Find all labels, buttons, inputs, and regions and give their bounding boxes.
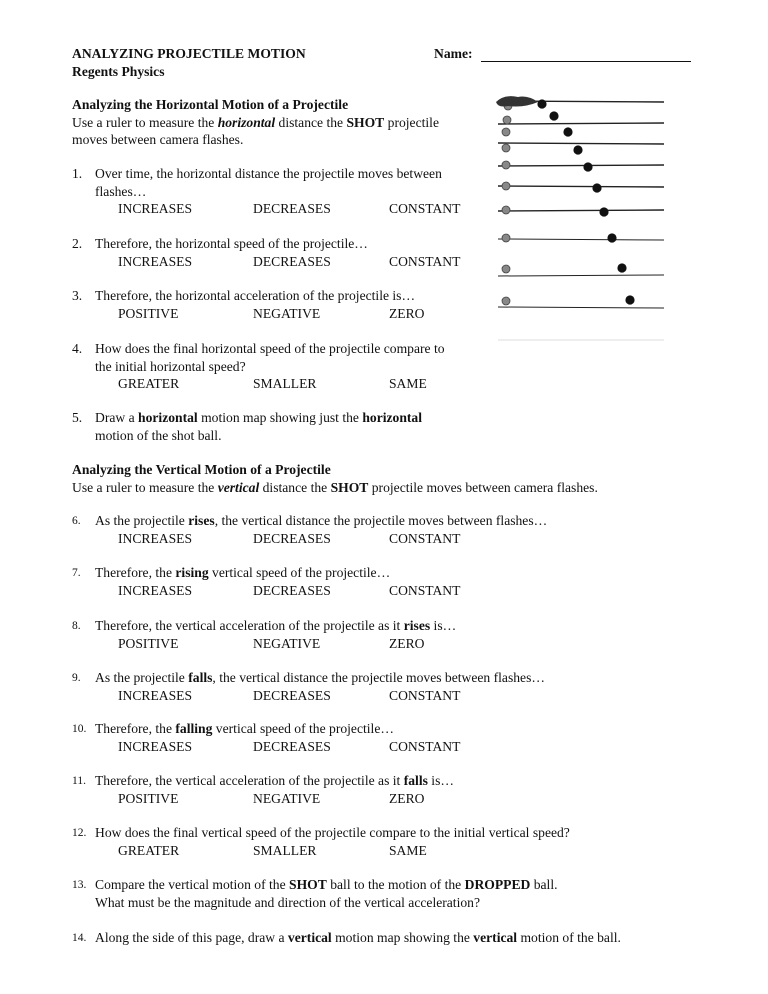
answer-choice-decreases[interactable]: DECREASES [253,582,331,598]
text-run: vertical [473,930,518,945]
text-run: Therefore, the horizontal acceleration of the projectile is… [95,288,416,303]
question-text [95,825,570,841]
question-text [95,513,547,529]
text-run: As the projectile [95,513,189,528]
dropped-ball [503,116,511,124]
answer-choice-decreases[interactable]: DECREASES [253,253,331,269]
answer-choice-negative[interactable]: NEGATIVE [253,305,321,321]
shot-ball [563,127,572,136]
name-blank-line[interactable] [481,61,691,62]
shot-ball [537,99,546,108]
text-run: Therefore, the [95,565,176,580]
answer-choice-constant[interactable]: CONSTANT [389,530,461,546]
question-text [95,565,390,581]
question-text [95,618,456,634]
question-text [95,670,545,686]
photo-line [498,275,664,276]
text-run: vertical speed of the projectile… [212,721,394,736]
answer-choice-greater[interactable]: GREATER [118,842,180,858]
answer-choice-increases[interactable]: INCREASES [118,582,193,598]
question-number: 9. [72,671,81,684]
answer-choice-zero[interactable]: ZERO [389,305,425,321]
text-run: Compare the vertical motion of the [95,877,290,892]
answer-choice-decreases[interactable]: DECREASES [253,738,331,754]
worksheet-title: ANALYZING PROJECTILE MOTION [72,46,306,61]
question-text [95,895,480,911]
answer-choice-decreases[interactable]: DECREASES [253,687,331,703]
course-name: Regents Physics [72,64,165,79]
vertical-section-heading: Analyzing the Vertical Motion of a Projectile [72,462,331,477]
question-text [95,359,246,375]
shot-ball [549,111,558,120]
question-text [95,428,222,444]
text-run: distance the [259,480,331,495]
horizontal-intro [72,115,439,131]
shot-ball [592,183,601,192]
text-run: rises [188,513,215,528]
answer-choice-increases[interactable]: INCREASES [118,253,193,269]
photo-line [498,307,664,308]
question-text [95,184,146,200]
text-run: horizontal [138,410,198,425]
dropped-ball [502,161,510,169]
question-number: 5. [72,410,83,425]
text-run: SHOT [330,480,369,495]
answer-choice-negative[interactable]: NEGATIVE [253,790,321,806]
question-number: 13. [72,878,87,891]
text-run: horizontal [217,115,276,130]
answer-choice-zero[interactable]: ZERO [389,790,425,806]
question-text [95,288,415,304]
question-number: 7. [72,566,81,579]
text-run: falling [175,721,213,736]
text-run: , the vertical distance the projectile moves between flashes… [214,513,548,528]
question-text [95,877,558,893]
text-run: projectile [384,115,439,130]
launcher-smudge [496,96,538,106]
horizontal-section-heading: Analyzing the Horizontal Motion of a Projectile [72,97,349,112]
answer-choice-smaller[interactable]: SMALLER [253,842,317,858]
answer-choice-positive[interactable]: POSITIVE [118,790,179,806]
strobe-photo-shot-ball [494,92,670,342]
text-run: As the projectile [95,670,189,685]
question-number: 12. [72,826,87,839]
text-run: How does the final horizontal speed of the projectile compare to [95,341,445,356]
shot-ball-images [537,99,634,304]
answer-choice-constant[interactable]: CONSTANT [389,687,461,703]
question-text [95,410,422,426]
text-run: Over time, the horizontal distance the projectile moves between [95,166,442,181]
text-run: DROPPED [464,877,531,892]
answer-choice-constant[interactable]: CONSTANT [389,738,461,754]
text-run: rises [403,618,431,633]
text-run: rising [175,565,209,580]
answer-choice-zero[interactable]: ZERO [389,635,425,651]
text-run: vertical [217,480,260,495]
text-run: vertical speed of the projectile… [208,565,391,580]
answer-choice-negative[interactable]: NEGATIVE [253,635,321,651]
text-run: projectile moves between camera flashes. [368,480,598,495]
text-run: Therefore, the [95,721,176,736]
text-run: Therefore, the vertical acceleration of the projectile as it [95,773,404,788]
text-run: vertical [287,930,332,945]
question-number: 2. [72,236,83,251]
text-run: ball. [530,877,558,892]
question-number: 3. [72,288,83,303]
dropped-ball [502,234,510,242]
answer-choice-positive[interactable]: POSITIVE [118,305,179,321]
text-run: flashes… [95,183,147,199]
answer-choice-same[interactable]: SAME [389,376,427,391]
text-run: Therefore, the vertical acceleration of the projectile as it [95,618,404,633]
answer-choice-decreases[interactable]: DECREASES [253,530,331,546]
dropped-ball-images [502,102,512,305]
question-number: 10. [72,722,87,735]
shot-ball [617,263,626,272]
text-run: Use a ruler to measure the [72,115,218,130]
question-number: 14. [72,931,87,944]
text-run: is… [430,618,457,633]
question-number: 1. [72,166,83,181]
answer-choice-smaller[interactable]: SMALLER [253,376,317,391]
photo-line [498,210,664,211]
question-text [95,721,394,737]
photo-grid-lines [498,101,664,340]
text-run: motion map showing just the [197,410,363,425]
name-label: Name: [434,46,473,61]
question-number: 8. [72,619,81,632]
vertical-intro [72,480,598,496]
answer-choice-greater[interactable]: GREATER [118,376,180,391]
answer-choice-increases[interactable]: INCREASES [118,201,193,216]
answer-choice-same[interactable]: SAME [389,842,427,858]
answer-choice-increases[interactable]: INCREASES [118,738,193,754]
answer-choice-constant[interactable]: CONSTANT [389,582,461,598]
horizontal-intro-continued: moves between camera flashes. [72,132,244,147]
dropped-ball [502,265,510,273]
photo-line [498,165,664,166]
text-run: horizontal [362,410,423,425]
answer-choice-constant[interactable]: CONSTANT [389,253,461,269]
question-text [95,773,454,789]
photo-line [498,123,664,124]
shot-ball [607,233,616,242]
question-number: 4. [72,341,83,356]
question-text [95,166,442,182]
photo-line [498,143,664,144]
photo-line [498,186,664,187]
text-run: SHOT [346,115,385,130]
text-run: Along the side of this page, draw a [95,930,288,945]
photo-line [498,239,664,240]
question-number: 6. [72,514,81,527]
answer-choice-positive[interactable]: POSITIVE [118,635,179,651]
text-run: Draw a [95,410,139,425]
question-text [95,930,621,946]
text-run: , the vertical distance the projectile moves between flashes… [212,670,545,685]
shot-ball [583,162,592,171]
text-run: How does the final vertical speed of the projectile compare to the initial vertical speed? [95,825,570,840]
text-run: Therefore, the horizontal speed of the projectile… [95,236,368,251]
shot-ball [573,145,582,154]
dropped-ball [502,206,510,214]
dropped-ball [502,128,510,136]
text-run: motion map showing the [331,930,474,945]
answer-choice-decreases[interactable]: DECREASES [253,201,331,216]
text-run: the initial horizontal speed? [95,358,246,374]
text-run: falls [188,670,213,685]
text-run: Use a ruler to measure the [72,480,218,495]
text-run: motion of the shot ball. [95,427,222,443]
text-run: distance the [275,115,347,130]
question-text [95,341,445,357]
shot-ball [625,295,634,304]
question-number: 11. [72,774,86,787]
answer-choice-constant[interactable]: CONSTANT [389,201,461,216]
text-run: What must be the magnitude and direction of the vertical acceleration? [95,894,480,910]
dropped-ball [502,297,510,305]
dropped-ball [502,144,510,152]
dropped-ball [502,182,510,190]
answer-choice-increases[interactable]: INCREASES [118,530,193,546]
text-run: SHOT [289,877,327,892]
shot-ball [599,207,608,216]
text-run: is… [427,773,454,788]
text-run: motion of the ball. [517,930,621,945]
text-run: falls [403,773,428,788]
text-run: ball to the motion of the [326,877,465,892]
question-text [95,236,368,252]
answer-choice-increases[interactable]: INCREASES [118,687,193,703]
